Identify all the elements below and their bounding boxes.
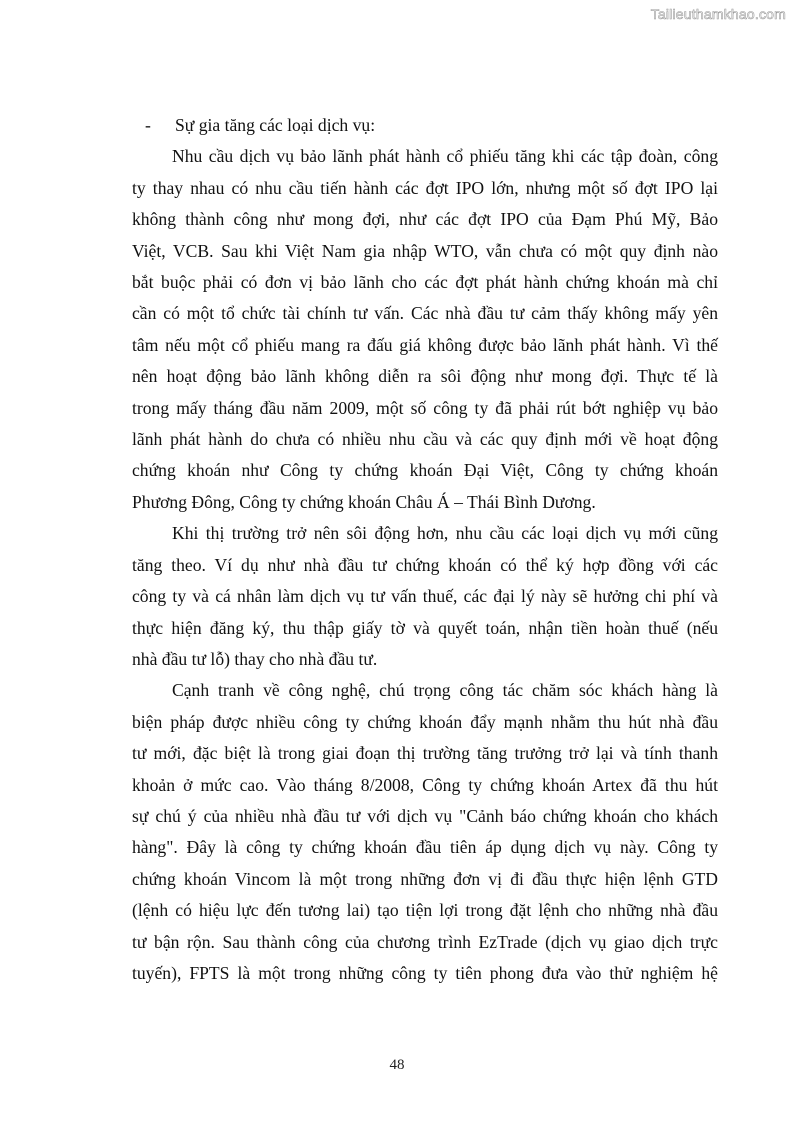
paragraph-2-line: Khi thị trường trở nên sôi động hơn, nhu cầu các loại dịch vụ mới cũng: [172, 523, 718, 544]
paragraph-2-line: công ty và cá nhân làm dịch vụ tư vấn thuế, các đại lý này sẽ hưởng chi phí và: [132, 586, 718, 607]
paragraph-3-line: sự chú ý của nhiều nhà đầu tư với dịch vụ "Cảnh báo chứng khoán cho khách: [132, 805, 718, 826]
paragraph-1-line: trong mấy tháng đầu năm 2009, một số công ty đã phải rút bớt nghiệp vụ bảo: [132, 397, 718, 418]
paragraph-1-line: Nhu cầu dịch vụ bảo lãnh phát hành cổ phiếu tăng khi các tập đoàn, công: [172, 146, 718, 167]
paragraph-2-line: thực hiện đăng ký, thu thập giấy tờ và quyết toán, nhận tiền hoàn thuế (nếu: [132, 617, 718, 638]
page-body: [132, 110, 718, 989]
paragraph-1-line: nên hoạt động bảo lãnh không diễn ra sôi động như mong đợi. Thực tế là: [132, 366, 718, 387]
paragraph-3-line: biện pháp được nhiều công ty chứng khoán đẩy mạnh nhằm thu hút nhà đầu: [132, 711, 718, 732]
bullet-dash: -: [145, 115, 151, 135]
paragraph-3-line: tư mới, đặc biệt là trong giai đoạn thị trường tăng trưởng trở lại và tính thanh: [132, 743, 718, 764]
watermark-text: Tailieuthamkhao.com: [650, 6, 786, 22]
paragraph-1-line: cần có một tổ chức tài chính tư vấn. Các nhà đầu tư cảm thấy không mấy yên: [132, 303, 718, 324]
paragraph-1-line: Phương Đông, Công ty chứng khoán Châu Á – Thái Bình Dương.: [132, 491, 596, 512]
bullet-heading-text: Sự gia tăng các loại dịch vụ:: [175, 115, 376, 135]
paragraph-3-line: (lệnh có hiệu lực đến tương lai) tạo tiện lợi trong đặt lệnh cho những nhà đầu: [132, 900, 718, 921]
paragraph-1-line: chứng khoán như Công ty chứng khoán Đại Việt, Công ty chứng khoán: [132, 460, 718, 481]
paragraph-3-line: tuyến), FPTS là một trong những công ty tiên phong đưa vào thử nghiệm hệ: [132, 962, 718, 983]
paragraph-2-line: tăng theo. Ví dụ như nhà đầu tư chứng khoán có thể ký hợp đồng với các: [132, 554, 718, 575]
paragraph-3-line: Cạnh tranh về công nghệ, chú trọng công tác chăm sóc khách hàng là: [172, 680, 718, 701]
paragraph-1-line: không thành công như mong đợi, như các đợt IPO của Đạm Phú Mỹ, Bảo: [132, 209, 718, 230]
paragraph-3-line: chứng khoán Vincom là một trong những đơn vị đi đầu thực hiện lệnh GTD: [132, 868, 718, 889]
paragraph-2-line: nhà đầu tư lỗ) thay cho nhà đầu tư.: [132, 648, 378, 669]
paragraph-1-line: bắt buộc phải có đơn vị bảo lãnh cho các đợt phát hành chứng khoán mà chỉ: [132, 272, 718, 293]
page-number: 48: [389, 1057, 405, 1073]
paragraph-3-line: hàng". Đây là công ty chứng khoán đầu tiên áp dụng dịch vụ này. Công ty: [132, 837, 718, 858]
paragraph-1-line: tâm nếu một cổ phiếu mang ra đấu giá không được bảo lãnh phát hành. Vì thế: [132, 334, 718, 355]
paragraph-3-line: khoản ở mức cao. Vào tháng 8/2008, Công ty chứng khoán Artex đã thu hút: [132, 774, 718, 795]
paragraph-1-line: ty thay nhau có nhu cầu tiến hành các đợt IPO lớn, nhưng một số đợt IPO lại: [132, 177, 718, 198]
paragraph-1-line: Việt, VCB. Sau khi Việt Nam gia nhập WTO, vẫn chưa có một quy định nào: [132, 240, 718, 261]
paragraph-3-line: tư bận rộn. Sau thành công của chương trình EzTrade (dịch vụ giao dịch trực: [132, 931, 718, 952]
bullet-heading: [132, 110, 718, 141]
paragraph-1-line: lãnh phát hành do chưa có nhiều nhu cầu và các quy định mới về hoạt động: [132, 429, 718, 450]
